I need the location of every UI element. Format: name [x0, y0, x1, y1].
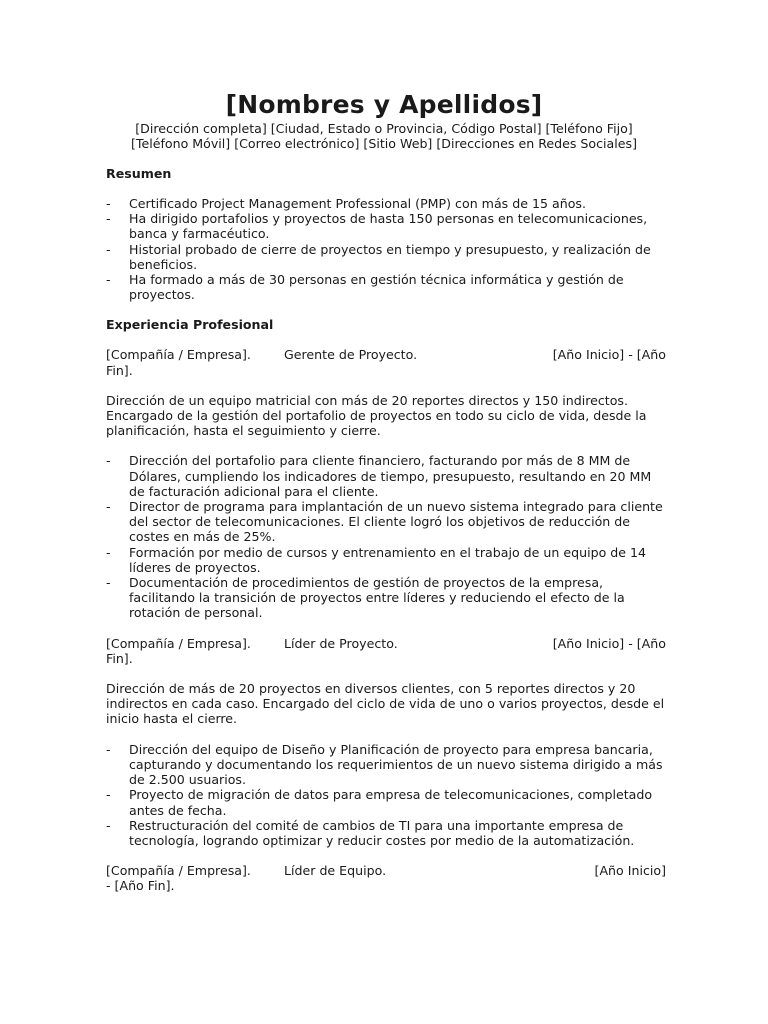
- job-header: [106, 863, 666, 893]
- list-item: - Historial probado de cierre de proyectos en tiempo y presupuesto, y realización de beneficios.: [106, 242, 666, 272]
- job-header: [106, 347, 666, 377]
- job-description: Dirección de un equipo matricial con más de 20 reportes directos y 150 indirectos. Encargado de la gestión del portafolio de proyectos en todo su ciclo de vida, desde la planificación, hasta el seguimiento y cierre.: [106, 392, 647, 439]
- job-company: [Compañía / Empresa].: [106, 347, 251, 363]
- job-role: Gerente de Proyecto.: [284, 347, 418, 363]
- list-item: - Documentación de procedimientos de gestión de proyectos de la empresa, facilitando la transición de proyectos entre líderes y reduciendo el efecto de la rotación de personal.: [106, 575, 666, 621]
- summary-list: [106, 196, 666, 302]
- list-item: - Certificado Project Management Professional (PMP) con más de 15 años.: [106, 196, 666, 211]
- contact-line-2: [Teléfono Móvil] [Correo electrónico] [Sitio Web] [Direcciones en Redes Sociales]: [130, 136, 637, 152]
- list-item: - Dirección del equipo de Diseño y Planificación de proyecto para empresa bancaria, capturando y documentando los requerimientos de un nuevo sistema dirigido a más de 2.500 usuarios.: [106, 742, 666, 788]
- summary-title: Resumen: [106, 166, 172, 181]
- job-dates-end: Fin].: [106, 362, 133, 378]
- job-role: Líder de Equipo.: [284, 863, 387, 879]
- list-item: - Restructuración del comité de cambios de TI para una importante empresa de tecnología, logrando optimizar y reducir costes por medio de la automatización.: [106, 818, 666, 848]
- list-item: - Director de programa para implantación de un nuevo sistema integrado para cliente del sector de telecomunicaciones. El cliente logró los objetivos de reducción de costes en más de 25%.: [106, 499, 666, 545]
- job-header: [106, 636, 666, 666]
- job-dates: [Año Inicio] - [Año: [552, 635, 666, 651]
- list-item: - Dirección del portafolio para cliente financiero, facturando por más de 8 MM de Dólares, cumpliendo los indicadores de tiempo, presupuesto, resultando en 20 MM de facturación adicional para el cliente.: [106, 453, 666, 499]
- job-dates-end: - [Año Fin].: [106, 878, 175, 894]
- resume-body: [106, 166, 666, 894]
- contact-info: [0, 121, 768, 151]
- job-company: [Compañía / Empresa].: [106, 635, 251, 651]
- job-dates: [Año Inicio] - [Año: [552, 347, 666, 363]
- contact-line-1: [Dirección completa] [Ciudad, Estado o Provincia, Código Postal] [Teléfono Fijo]: [135, 121, 633, 136]
- job-role: Líder de Proyecto.: [284, 635, 398, 651]
- list-item: - Ha dirigido portafolios y proyectos de hasta 150 personas en telecomunicaciones, banca y farmacéutico.: [106, 211, 666, 241]
- experience-title: Experiencia Profesional: [106, 317, 274, 333]
- job-achievements: [106, 453, 666, 620]
- list-item: - Proyecto de migración de datos para empresa de telecomunicaciones, completado antes de fecha.: [106, 787, 666, 817]
- job-description: Dirección de más de 20 proyectos en diversos clientes, con 5 reportes directos y 20 indirectos en cada caso. Encargado del ciclo de vida de uno o varios proyectos, desde el inicio hasta el cierre.: [106, 681, 665, 727]
- list-item: - Formación por medio de cursos y entrenamiento en el trabajo de un equipo de 14 líderes de proyectos.: [106, 545, 666, 575]
- job-dates-end: Fin].: [106, 650, 133, 666]
- job-achievements: [106, 742, 666, 848]
- resume-name: [Nombres y Apellidos]: [225, 90, 543, 119]
- job-dates: [Año Inicio]: [594, 863, 666, 879]
- job-company: [Compañía / Empresa].: [106, 863, 251, 879]
- list-item: - Ha formado a más de 30 personas en gestión técnica informática y gestión de proyectos.: [106, 272, 666, 302]
